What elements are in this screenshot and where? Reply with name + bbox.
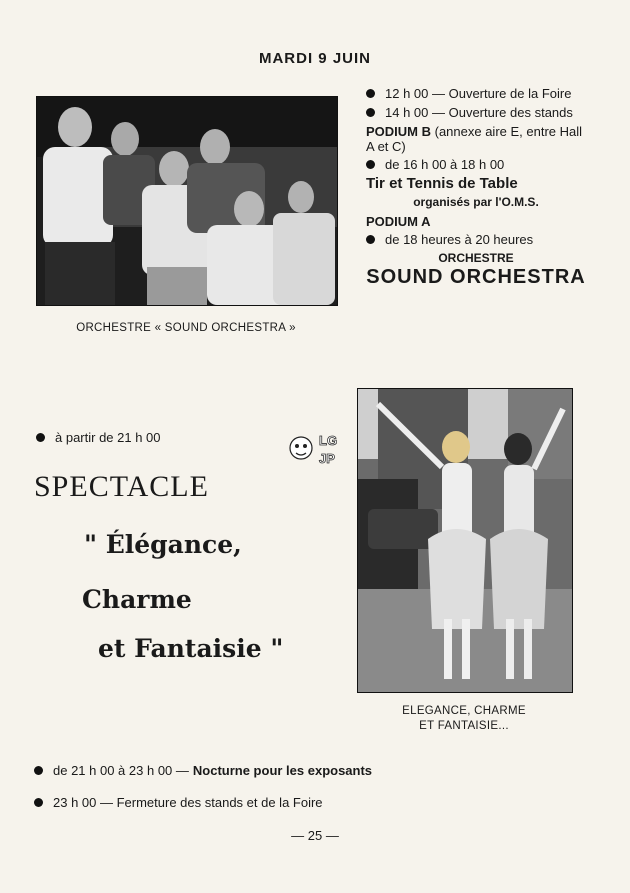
dancers-photo — [357, 388, 573, 693]
list-item — [366, 232, 586, 247]
bullet-icon — [34, 798, 43, 807]
bullet-icon — [366, 89, 375, 98]
bullet-icon — [366, 235, 375, 244]
show-start: à partir de 21 h 00 — [36, 430, 161, 445]
bullet-icon — [366, 160, 375, 169]
svg-text:JP: JP — [319, 451, 335, 466]
dancers-caption-line1: ELEGANCE, CHARME — [402, 705, 526, 717]
page-number: — 25 — — [291, 828, 339, 843]
svg-text:LG: LG — [319, 433, 338, 448]
podium-a: PODIUM A — [366, 214, 431, 229]
schedule-item-text: 14 h 00 — Ouverture des stands — [385, 105, 573, 120]
schedule-item-text: 12 h 00 — Ouverture de la Foire — [385, 86, 572, 101]
schedule-column — [366, 86, 586, 288]
nocturne-item: de 21 h 00 à 23 h 00 — Nocturne pour les exposants — [34, 763, 372, 778]
closing-item: 23 h 00 — Fermeture des stands et de la Foire — [34, 795, 323, 810]
lgjp-logo — [287, 428, 343, 468]
event-title: Tir et Tennis de Table — [366, 175, 518, 192]
show-heading: SPECTACLE — [34, 470, 209, 503]
page-title: MARDI 9 JUIN — [258, 50, 371, 67]
podium-b-label: PODIUM B — [366, 124, 431, 139]
podium-b — [366, 124, 586, 154]
podium-b-detail: (annexe aire E, entre Hall A et C) — [366, 124, 583, 154]
show-title-line3: et Fantaisie " — [98, 634, 284, 663]
bullet-icon — [36, 433, 45, 442]
list-item — [366, 157, 586, 172]
time-slot: de 16 h 00 à 18 h 00 — [385, 157, 505, 172]
list-item — [366, 105, 586, 120]
event-organizer: organisés par l'O.M.S. — [413, 195, 539, 209]
bullet-icon — [34, 766, 43, 775]
sound-orchestra-heading: SOUND ORCHESTRA — [366, 266, 586, 288]
time-slot: de 18 heures à 20 heures — [385, 232, 534, 247]
show-title-line1: " Élégance, — [84, 530, 242, 559]
dancers-caption — [357, 704, 571, 734]
orchestra-caption: ORCHESTRE « SOUND ORCHESTRA » — [76, 322, 296, 334]
orchestra-photo — [36, 96, 338, 306]
bullet-icon — [366, 108, 375, 117]
orchestre-label: ORCHESTRE — [438, 251, 514, 265]
list-item — [366, 86, 586, 101]
dancers-caption-line2: ET FANTAISIE... — [419, 720, 509, 732]
show-title-line2: Charme — [82, 585, 192, 614]
